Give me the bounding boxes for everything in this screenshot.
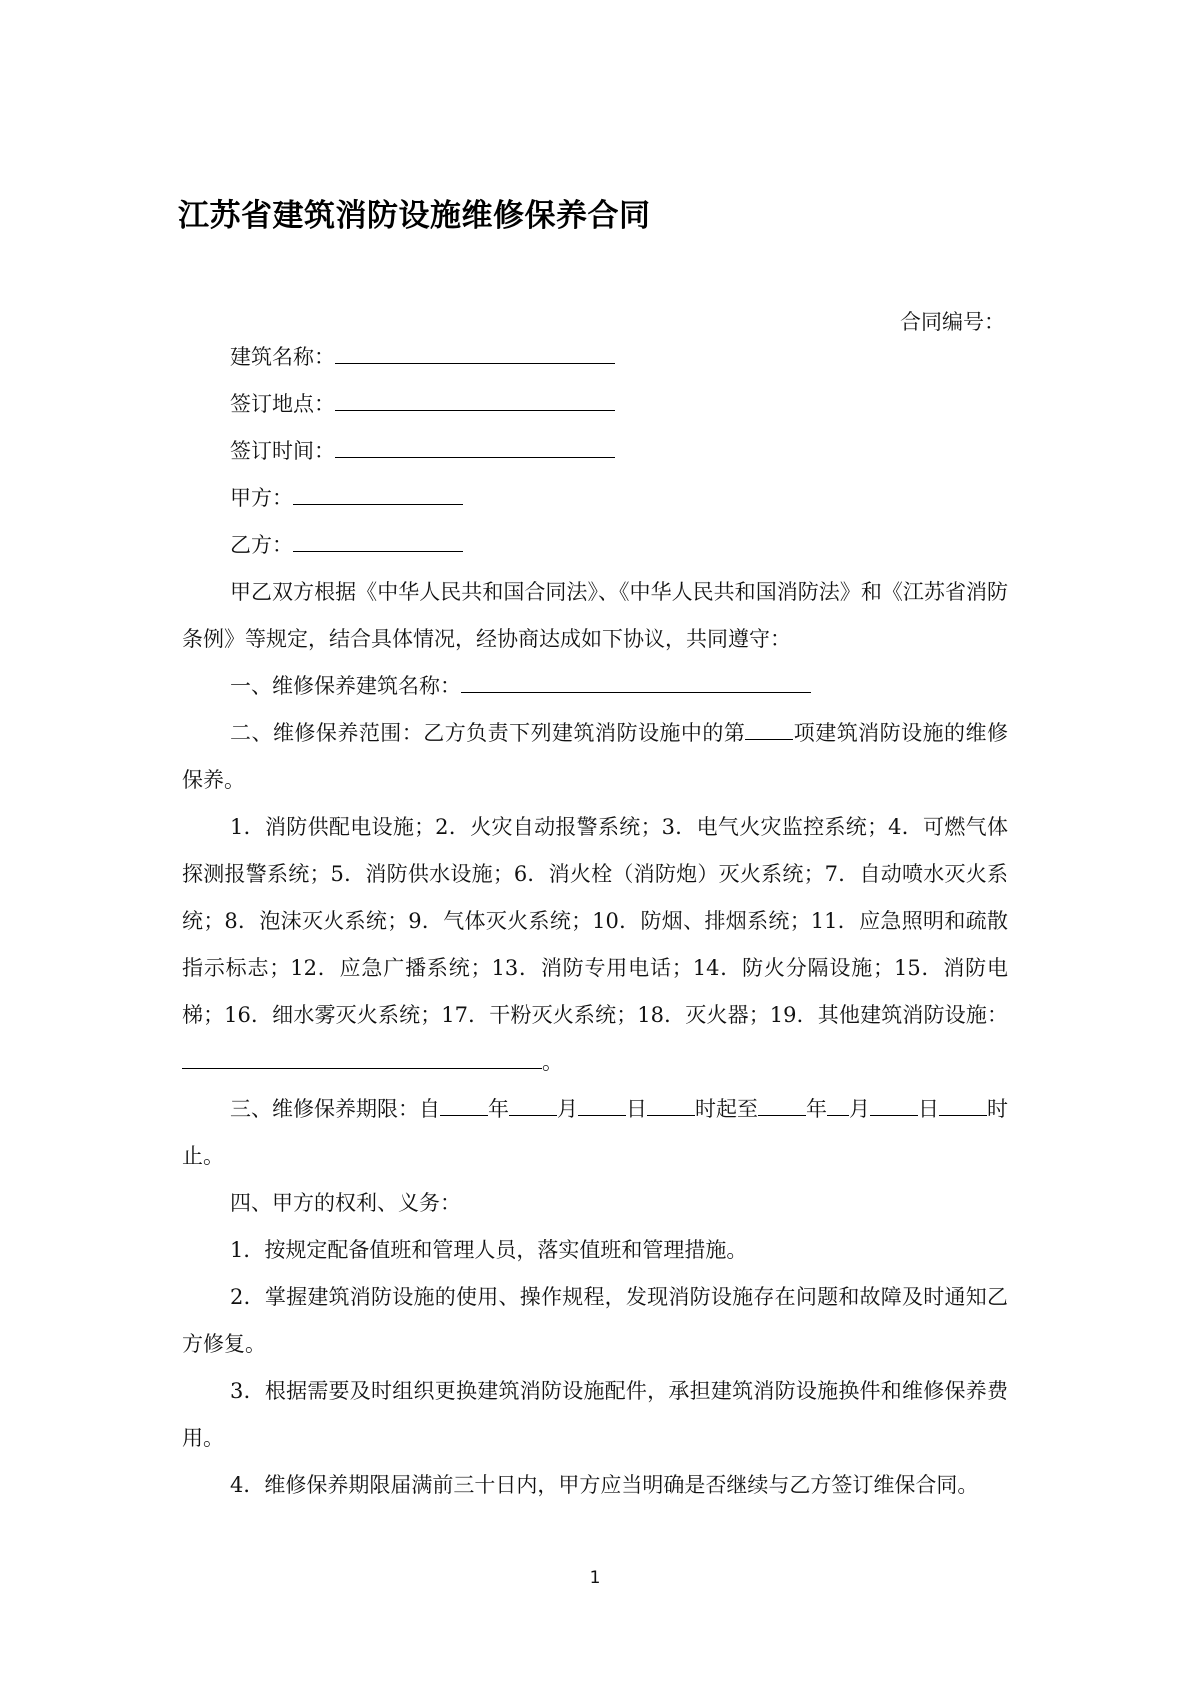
section-4-title: 四、甲方的权利、义务： bbox=[230, 1191, 461, 1215]
sign-place-label: 签订地点： bbox=[230, 392, 335, 416]
section-3-from: 时起至 bbox=[695, 1097, 758, 1121]
end-year-label: 年 bbox=[806, 1097, 827, 1121]
building-name-field bbox=[182, 334, 1008, 381]
sign-time-label: 签订时间： bbox=[230, 439, 335, 463]
end-month-label: 月 bbox=[849, 1097, 870, 1121]
party-a-field bbox=[182, 475, 1008, 522]
start-day-blank[interactable] bbox=[578, 1088, 626, 1116]
start-month-label: 月 bbox=[557, 1097, 578, 1121]
building-name-blank[interactable] bbox=[335, 336, 615, 364]
contract-number-label: 合同编号： bbox=[900, 310, 1005, 334]
party-a-blank[interactable] bbox=[293, 477, 463, 505]
facility-items-end: 。 bbox=[542, 1050, 563, 1074]
start-hour-blank[interactable] bbox=[647, 1088, 695, 1116]
section-1-label: 一、维修保养建筑名称： bbox=[230, 674, 461, 698]
building-name-label: 建筑名称： bbox=[230, 345, 335, 369]
end-day-blank[interactable] bbox=[870, 1088, 918, 1116]
intro-paragraph: 甲乙双方根据《中华人民共和国合同法》、《中华人民共和国消防法》和《江苏省消防条例》等规定，结合具体情况，经协商达成如下协议，共同遵守： bbox=[182, 580, 1008, 651]
section-1 bbox=[182, 663, 1008, 710]
end-year-blank[interactable] bbox=[758, 1088, 806, 1116]
start-year-label: 年 bbox=[488, 1097, 509, 1121]
party-b-blank[interactable] bbox=[293, 524, 463, 552]
sign-time-field bbox=[182, 428, 1008, 475]
end-month-blank[interactable] bbox=[827, 1088, 849, 1116]
sign-place-blank[interactable] bbox=[335, 383, 615, 411]
page-number: 1 bbox=[589, 1568, 601, 1588]
facility-items-text: 1．消防供配电设施；2．火灾自动报警系统；3．电气火灾监控系统；4．可燃气体探测报警系统；5．消防供水设施；6．消火栓（消防炮）灭火系统；7．自动喷水灭火系统；8．泡沫灭火系统；9．气体灭火系统；10．防烟、排烟系统；11．应急照明和疏散指示标志；12．应急广播系统；13．消防专用电话；14．防火分隔设施；15．消防电梯；16．细水雾灭火系统；17．干粉灭火系统；18．灭火器；19．其他建筑消防设施： bbox=[182, 815, 1008, 1027]
section-3-until: 时止。 bbox=[182, 1097, 1008, 1168]
section-2-after: 项建筑消防设施的维修保养。 bbox=[182, 721, 1009, 792]
document-body bbox=[182, 334, 1008, 1509]
start-month-blank[interactable] bbox=[509, 1088, 557, 1116]
start-day-label: 日 bbox=[626, 1097, 647, 1121]
section-3 bbox=[182, 1086, 1008, 1180]
sign-place-field bbox=[182, 381, 1008, 428]
party-b-label: 乙方： bbox=[230, 533, 293, 557]
section-4-item-4: 4．维修保养期限届满前三十日内，甲方应当明确是否继续与乙方签订维保合同。 bbox=[230, 1473, 979, 1497]
other-facilities-blank[interactable] bbox=[182, 1041, 542, 1069]
section-1-blank[interactable] bbox=[461, 665, 811, 693]
section-2-before: 二、维修保养范围：乙方负责下列建筑消防设施中的第 bbox=[230, 721, 746, 745]
document-title: 江苏省建筑消防设施维修保养合同 bbox=[178, 198, 651, 234]
section-4-item-3: 3．根据需要及时组织更换建筑消防设施配件，承担建筑消防设施换件和维修保养费用。 bbox=[182, 1379, 1008, 1450]
section-2-item-blank[interactable] bbox=[745, 712, 793, 740]
section-3-prefix: 三、维修保养期限：自 bbox=[230, 1097, 440, 1121]
section-4-item-2: 2．掌握建筑消防设施的使用、操作规程，发现消防设施存在问题和故障及时通知乙方修复。 bbox=[182, 1285, 1008, 1356]
party-a-label: 甲方： bbox=[230, 486, 293, 510]
end-day-label: 日 bbox=[918, 1097, 939, 1121]
section-4-item-1: 1．按规定配备值班和管理人员，落实值班和管理措施。 bbox=[230, 1238, 748, 1262]
facility-items bbox=[182, 804, 1008, 1086]
section-2 bbox=[182, 710, 1008, 804]
start-year-blank[interactable] bbox=[440, 1088, 488, 1116]
sign-time-blank[interactable] bbox=[335, 430, 615, 458]
end-hour-blank[interactable] bbox=[939, 1088, 987, 1116]
party-b-field bbox=[182, 522, 1008, 569]
